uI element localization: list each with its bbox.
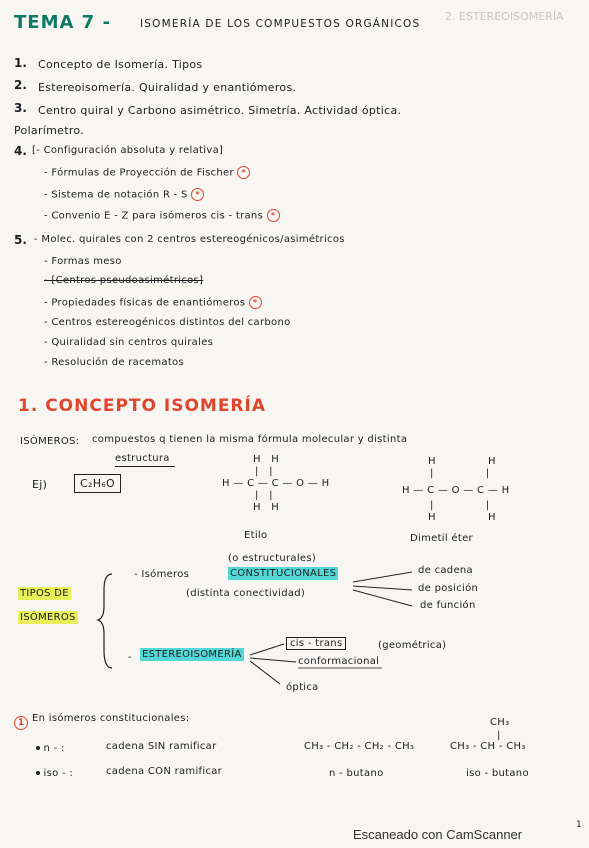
index-item-1: Concepto de Isomería. Tipos bbox=[38, 58, 203, 71]
geometrica-note: (geométrica) bbox=[378, 640, 447, 651]
constitucionales-prefix: - Isómeros bbox=[134, 569, 190, 580]
index-item-4-sub-3: - Convenio E - Z para isómeros cis - trans * bbox=[44, 209, 280, 222]
index-item-4-sub-2: - Sistema de notación R - S * bbox=[44, 188, 204, 201]
etilo-top-bonds: | | bbox=[255, 466, 273, 477]
de-cadena: de cadena bbox=[418, 565, 473, 576]
dimetil-bottom-bonds: | | bbox=[430, 500, 490, 511]
o-estructurales-note: (o estructurales) bbox=[228, 553, 317, 564]
index-item-5-sub-6: - Resolución de racematos bbox=[44, 357, 184, 368]
cis-trans-box: cis - trans bbox=[286, 637, 346, 650]
dimetil-bottom-hydrogens: H H bbox=[428, 512, 496, 523]
index-number-2: 2. bbox=[14, 78, 27, 92]
bullet-icon bbox=[36, 771, 40, 775]
index-number-5: 5. bbox=[14, 233, 27, 247]
subsection-number-badge: 1 bbox=[14, 712, 28, 731]
etilo-main-chain: H — C — C — O — H bbox=[222, 478, 330, 489]
etilo-top-hydrogens: H H bbox=[253, 454, 280, 465]
n-prefix-row: n - : bbox=[36, 743, 65, 754]
dimetil-main-chain: H — C — O — C — H bbox=[402, 485, 510, 496]
bullet-icon bbox=[36, 746, 40, 750]
star-icon: * bbox=[267, 209, 280, 222]
dimetil-label: Dimetil éter bbox=[410, 533, 473, 544]
index-item-5-sub-1: - Formas meso bbox=[44, 256, 122, 267]
ghost-heading: 2. ESTEREOISOMERÍA bbox=[445, 10, 564, 23]
dimetil-top-hydrogens: H H bbox=[428, 456, 496, 467]
estereoisomeria-label: ESTEREOISOMERÍA bbox=[142, 649, 242, 660]
tipos-label-1: TIPOS DE bbox=[20, 588, 69, 599]
tema-title: TEMA 7 - bbox=[14, 12, 111, 33]
index-item-3: Centro quiral y Carbono asimétrico. Simetría. Actividad óptica. bbox=[38, 104, 402, 117]
iso-prefix-definition: cadena CON ramificar bbox=[106, 766, 223, 777]
n-butano-name: n - butano bbox=[329, 768, 384, 779]
n-prefix-definition: cadena SIN ramificar bbox=[106, 741, 217, 752]
molecular-formula: C₂H₆O bbox=[74, 474, 121, 493]
iso-prefix-row: iso - : bbox=[36, 768, 73, 779]
iso-butano-name: iso - butano bbox=[466, 768, 529, 779]
index-item-5-sub-5: - Quiralidad sin centros quirales bbox=[44, 337, 214, 348]
star-icon: * bbox=[237, 166, 250, 179]
index-item-3-cont: Polarímetro. bbox=[14, 124, 85, 137]
index-item-5-sub-3: - Propiedades físicas de enantiómeros * bbox=[44, 296, 262, 309]
iso-butano-branch-bond: | bbox=[497, 730, 501, 741]
etilo-bottom-bonds: | | bbox=[255, 490, 273, 501]
example-label: Ej) bbox=[32, 478, 48, 491]
constitucionales-label: CONSTITUCIONALES bbox=[230, 568, 337, 579]
section-title: 1. CONCEPTO ISOMERÍA bbox=[18, 396, 266, 416]
optica-label: óptica bbox=[286, 682, 319, 693]
index-item-4-sub-1: - Fórmulas de Proyección de Fischer * bbox=[44, 166, 250, 179]
n-butano-formula: CH₃ - CH₂ - CH₂ - CH₃ bbox=[304, 741, 415, 752]
index-item-5-sub-2: - [Centros pseudoasimétricos] bbox=[44, 275, 204, 286]
star-icon: * bbox=[191, 188, 204, 201]
dimetil-top-bonds: | | bbox=[430, 468, 490, 479]
star-icon: * bbox=[249, 296, 262, 309]
iso-butano-branch: CH₃ bbox=[490, 717, 510, 728]
tema-subtitle: ISOMERÍA DE LOS COMPUESTOS ORGÁNICOS bbox=[140, 18, 421, 30]
etilo-bottom-hydrogens: H H bbox=[253, 502, 280, 513]
definition-text: compuestos q tienen la misma fórmula molecular y distinta bbox=[92, 434, 408, 445]
index-item-5: - Molec. quirales con 2 centros estereogénicos/asimétricos bbox=[34, 234, 345, 245]
de-posicion: de posición bbox=[418, 583, 479, 594]
definition-text-cont: estructura bbox=[115, 453, 170, 464]
index-item-2: Estereoisomería. Quiralidad y enantiómeros. bbox=[38, 81, 297, 94]
distinta-conectividad-note: (distinta conectividad) bbox=[186, 588, 306, 599]
index-number-3: 3. bbox=[14, 101, 27, 115]
etilo-label: Etilo bbox=[244, 530, 268, 541]
de-funcion: de función bbox=[420, 600, 476, 611]
scanner-watermark: Escaneado con CamScanner bbox=[353, 827, 523, 842]
subsection-heading: En isómeros constitucionales: bbox=[32, 713, 190, 724]
index-item-5-sub-4: - Centros estereogénicos distintos del carbono bbox=[44, 317, 291, 328]
index-number-1: 1. bbox=[14, 56, 27, 70]
tipos-label-2: ISÓMEROS bbox=[20, 612, 76, 623]
page-number: 1 bbox=[576, 820, 582, 830]
definition-label: ISÓMEROS: bbox=[20, 436, 80, 447]
estereo-prefix: - bbox=[128, 652, 132, 663]
iso-butano-formula: CH₃ - CH - CH₃ bbox=[450, 741, 526, 752]
index-item-4: [- Configuración absoluta y relativa] bbox=[32, 145, 224, 156]
index-number-4: 4. bbox=[14, 144, 27, 158]
conformacional-label: conformacional bbox=[298, 656, 380, 667]
